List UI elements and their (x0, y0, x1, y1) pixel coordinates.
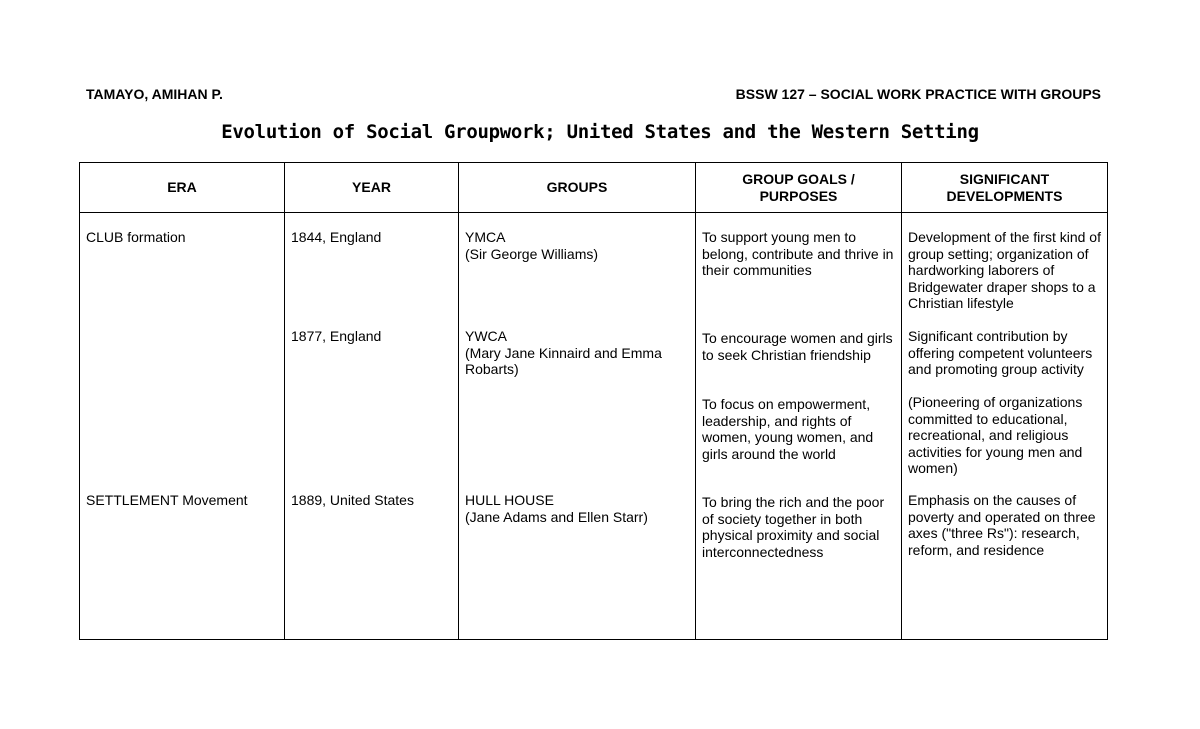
evolution-table (79, 162, 1108, 640)
developments-cell (902, 213, 1108, 640)
student-name: TAMAYO, AMIHAN P. (86, 86, 223, 102)
year-1889: 1889, United States (291, 492, 414, 508)
group-ymca (465, 229, 689, 262)
group-ymca-founders: (Sir George Williams) (465, 245, 599, 262)
era-settlement-movement: SETTLEMENT Movement (86, 492, 248, 508)
header-year: YEAR (285, 163, 459, 213)
header-developments-line1: SIGNIFICANT (959, 171, 1050, 187)
era-club-formation: CLUB formation (86, 229, 186, 245)
group-ymca-name: YMCA (465, 229, 506, 245)
group-hull-house-founders: (Jane Adams and Ellen Starr) (465, 508, 648, 525)
group-ywca-name: YWCA (465, 328, 507, 344)
development-hull-house: Emphasis on the causes of poverty and operated on three axes ("three Rs"): research, reform, and residence (908, 492, 1096, 558)
document-title: Evolution of Social Groupwork; United States and the Western Setting (221, 121, 979, 143)
goal-ymca: To support young men to belong, contribute and thrive in their communities (702, 229, 894, 278)
year-1844: 1844, England (291, 229, 382, 245)
header-era: ERA (80, 163, 285, 213)
group-hull-house (465, 492, 689, 525)
group-ywca (465, 328, 689, 378)
table-row (80, 213, 1108, 640)
year-1877: 1877, England (291, 328, 382, 344)
goal-hull-house: To bring the rich and the poor of society together in both physical proximity and social interconnectedness (702, 494, 885, 560)
header-goals-line1: GROUP GOALS / (742, 171, 855, 187)
groups-cell (459, 213, 696, 640)
era-cell (80, 213, 285, 640)
year-cell (285, 213, 459, 640)
course-title: BSSW 127 – SOCIAL WORK PRACTICE WITH GROUPS (735, 86, 1101, 102)
header-groups: GROUPS (459, 163, 696, 213)
development-ywca: Significant contribution by offering competent volunteers and promoting group activity (908, 328, 1093, 377)
group-hull-house-name: HULL HOUSE (465, 492, 554, 508)
header-group-goals (696, 163, 902, 213)
development-ymca: Development of the first kind of group setting; organization of hardworking laborers of Bridgewater draper shops to a Christian lifestyle (908, 229, 1101, 311)
group-ywca-founders: (Mary Jane Kinnaird and Emma Robarts) (465, 344, 662, 377)
development-ywca-extra: (Pioneering of organizations committed to educational, recreational, and religious activities for young men and women) (908, 394, 1083, 476)
table-header-row (80, 163, 1108, 213)
goal-ywca: To encourage women and girls to seek Christian friendship (702, 330, 893, 363)
goals-cell (696, 213, 902, 640)
goal-ywca-extra: To focus on empowerment, leadership, and rights of women, young women, and girls around the world (702, 396, 874, 462)
header-developments-line2: DEVELOPMENTS (946, 187, 1063, 204)
header-goals-line2: PURPOSES (759, 187, 838, 204)
header-significant-developments (902, 163, 1108, 213)
